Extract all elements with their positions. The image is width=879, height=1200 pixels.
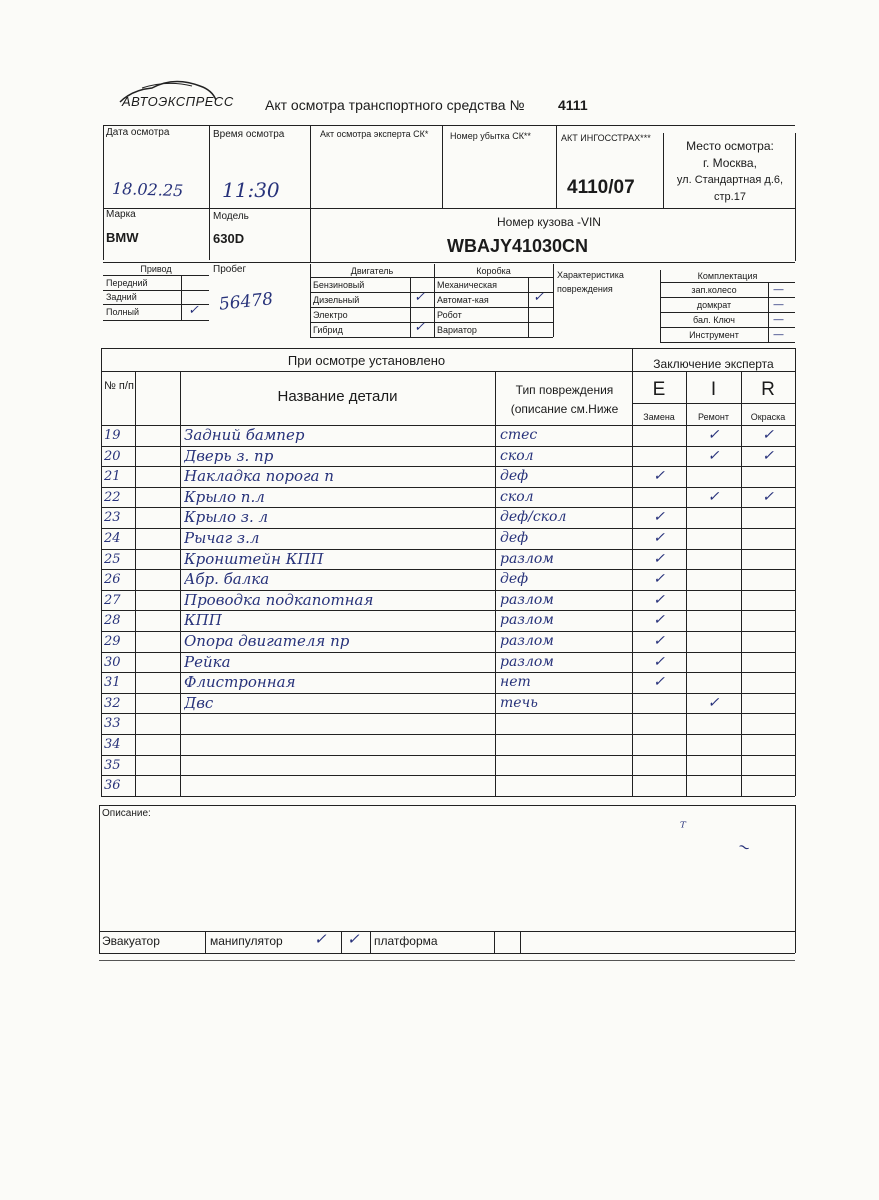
equip-tools: Инструмент	[689, 330, 739, 340]
row-part-name: Флистронная	[184, 673, 296, 691]
row-number: 26	[104, 572, 121, 587]
row-part-name: КПП	[184, 611, 222, 629]
row-number: 30	[104, 655, 121, 670]
row-damage-type: скол	[500, 448, 534, 464]
expert-act-label: Акт осмотра эксперта СК*	[320, 129, 429, 139]
tow-truck-label: Эвакуатор	[102, 934, 160, 948]
equip-jack-mark: —	[773, 298, 784, 311]
row-damage-type: нет	[500, 674, 531, 690]
vin-value: WBAJY41030CN	[447, 236, 589, 256]
description-scribble: ᵀ	[680, 820, 686, 836]
row-number: 29	[104, 634, 121, 649]
equip-balloon-key: бал. Ключ	[693, 315, 735, 325]
row-part-name: Кронштейн КПП	[184, 550, 324, 568]
row-replace-mark: ✓	[653, 592, 665, 608]
gearbox-robot: Робот	[437, 310, 462, 320]
equip-jack: домкрат	[696, 300, 732, 310]
row-replace-mark: ✓	[653, 654, 665, 670]
engine-hybrid-check: ✓	[414, 320, 425, 335]
model-label: Модель	[213, 211, 249, 222]
row-number: 31	[104, 675, 121, 690]
row-damage-type: деф	[500, 571, 529, 587]
engine-petrol: Бензиновый	[313, 280, 365, 290]
manipulator-label: манипулятор	[210, 934, 283, 948]
row-damage-type: разлом	[500, 551, 554, 567]
manipulator-check-box: ✓	[347, 930, 360, 948]
logo	[112, 72, 234, 112]
loss-number-label: Номер убытка СК**	[450, 131, 531, 141]
col-damage-header: Тип повреждения (описание см.Ниже	[510, 383, 619, 416]
gearbox-manual: Механическая	[437, 280, 498, 290]
time-value: 11:30	[222, 178, 280, 202]
place-label: Место осмотра:	[686, 139, 774, 153]
row-number: 27	[104, 593, 121, 608]
drive-front: Передний	[106, 278, 148, 288]
col-i-header: I	[710, 379, 717, 400]
row-damage-type: течь	[500, 695, 538, 711]
row-damage-type: деф	[500, 468, 529, 484]
row-number: 25	[104, 552, 121, 567]
row-part-name: Задний бампер	[184, 426, 305, 444]
row-number: 20	[104, 449, 121, 464]
equip-balloon-key-mark: —	[773, 313, 784, 326]
row-number: 22	[104, 490, 121, 505]
make-label: Марка	[106, 209, 136, 220]
row-damage-type: деф	[500, 530, 529, 546]
engine-diesel-check: ✓	[414, 290, 425, 305]
row-damage-type: разлом	[500, 592, 554, 608]
engine-electro: Электро	[313, 310, 348, 320]
row-part-name: Опора двигателя пр	[184, 632, 350, 650]
row-part-name: Крыло п.л	[184, 488, 265, 506]
date-value: 18.02.25	[111, 178, 184, 201]
place-building: стр.17	[714, 191, 746, 203]
gearbox-variator: Вариатор	[437, 325, 477, 335]
col-e-sub: Замена	[643, 412, 675, 422]
row-number: 32	[104, 696, 121, 711]
row-damage-type: разлом	[500, 612, 554, 628]
row-part-name: Рейка	[184, 653, 231, 671]
row-number: 24	[104, 531, 121, 546]
row-replace-mark: ✓	[653, 530, 665, 546]
date-label: Дата осмотра	[106, 127, 170, 138]
row-repair-mark: ✓	[707, 448, 720, 464]
row-replace-mark: ✓	[653, 468, 665, 484]
row-replace-mark: ✓	[653, 509, 665, 525]
expert-conclusion-title: Заключение эксперта	[653, 357, 774, 371]
row-damage-type: стес	[500, 427, 538, 443]
col-part-header: Название детали	[277, 388, 398, 405]
mileage-label: Пробег	[213, 264, 247, 275]
drive-full: Полный	[106, 307, 139, 317]
row-part-name: Рычаг з.л	[184, 529, 260, 547]
ingos-act-value: 4110/07	[567, 177, 635, 198]
platform-label: платформа	[374, 934, 438, 948]
row-damage-type: деф/скол	[500, 509, 567, 525]
row-replace-mark: ✓	[653, 612, 665, 628]
logo-text: АВТОЭКСПРЕСС	[122, 94, 234, 109]
row-part-name: Дверь з. пр	[184, 447, 274, 465]
row-repair-mark: ✓	[707, 427, 720, 443]
row-number: 35	[104, 758, 121, 773]
engine-label: Двигатель	[350, 266, 394, 276]
engine-diesel: Дизельный	[313, 295, 360, 305]
row-damage-type: разлом	[500, 633, 554, 649]
mileage-value: 56478	[218, 289, 274, 315]
table-section-title: При осмотре установлено	[287, 353, 446, 368]
row-paint-mark: ✓	[762, 448, 774, 464]
row-number: 34	[104, 737, 121, 752]
row-part-name: Крыло з. л	[184, 508, 269, 526]
time-label: Время осмотра	[213, 129, 285, 140]
row-number: 19	[104, 428, 121, 443]
page-title: Акт осмотра транспортного средства №	[265, 97, 525, 113]
equip-tools-mark: —	[773, 328, 784, 341]
row-number: 28	[104, 613, 121, 628]
equip-spare-wheel-mark: —	[773, 283, 784, 296]
row-number: 33	[104, 716, 121, 731]
engine-hybrid: Гибрид	[313, 325, 343, 335]
row-repair-mark: ✓	[707, 695, 720, 711]
manipulator-check: ✓	[314, 930, 327, 948]
row-replace-mark: ✓	[653, 551, 665, 567]
row-number: 21	[104, 469, 121, 484]
row-part-name: Накладка порога п	[184, 467, 334, 485]
row-part-name: Двс	[184, 694, 214, 712]
row-repair-mark: ✓	[707, 489, 720, 505]
row-replace-mark: ✓	[653, 674, 665, 690]
col-number-header: № п/п	[104, 380, 134, 392]
ingos-act-label: АКТ ИНГОССТРАХ***	[561, 133, 651, 143]
model-value: 630D	[213, 231, 245, 246]
make-value: BMW	[106, 230, 139, 245]
drive-full-check: ✓	[188, 303, 199, 318]
act-number: 4111	[558, 97, 588, 113]
description-scribble-2: ~	[735, 836, 754, 858]
equip-spare-wheel: зап.колесо	[691, 285, 737, 295]
row-number: 36	[104, 778, 121, 793]
equipment-label: Комплектация	[697, 271, 758, 281]
vin-label: Номер кузова -VIN	[497, 215, 601, 229]
damage-characteristic-label: Характеристика повреждения	[557, 270, 624, 294]
row-damage-type: скол	[500, 489, 534, 505]
drive-rear: Задний	[106, 292, 137, 302]
gearbox-label: Коробка	[476, 266, 511, 276]
place-street: ул. Стандартная д.6,	[676, 174, 784, 186]
row-part-name: Проводка подкапотная	[184, 591, 374, 609]
col-e-header: E	[652, 379, 666, 400]
col-r-header: R	[761, 379, 775, 400]
row-part-name: Абр. балка	[184, 570, 270, 588]
place-city: г. Москва,	[703, 156, 757, 170]
row-damage-type: разлом	[500, 654, 554, 670]
inspection-place	[665, 138, 795, 206]
description-label: Описание:	[102, 808, 151, 819]
row-paint-mark: ✓	[762, 489, 774, 505]
drive-label: Привод	[140, 264, 172, 274]
row-number: 23	[104, 510, 121, 525]
col-r-sub: Окраска	[750, 412, 786, 422]
row-replace-mark: ✓	[653, 633, 665, 649]
gearbox-auto: Автомат-кая	[437, 295, 489, 305]
col-i-sub: Ремонт	[698, 412, 729, 422]
gearbox-auto-check: ✓	[533, 290, 544, 305]
row-replace-mark: ✓	[653, 571, 665, 587]
row-paint-mark: ✓	[762, 427, 774, 443]
